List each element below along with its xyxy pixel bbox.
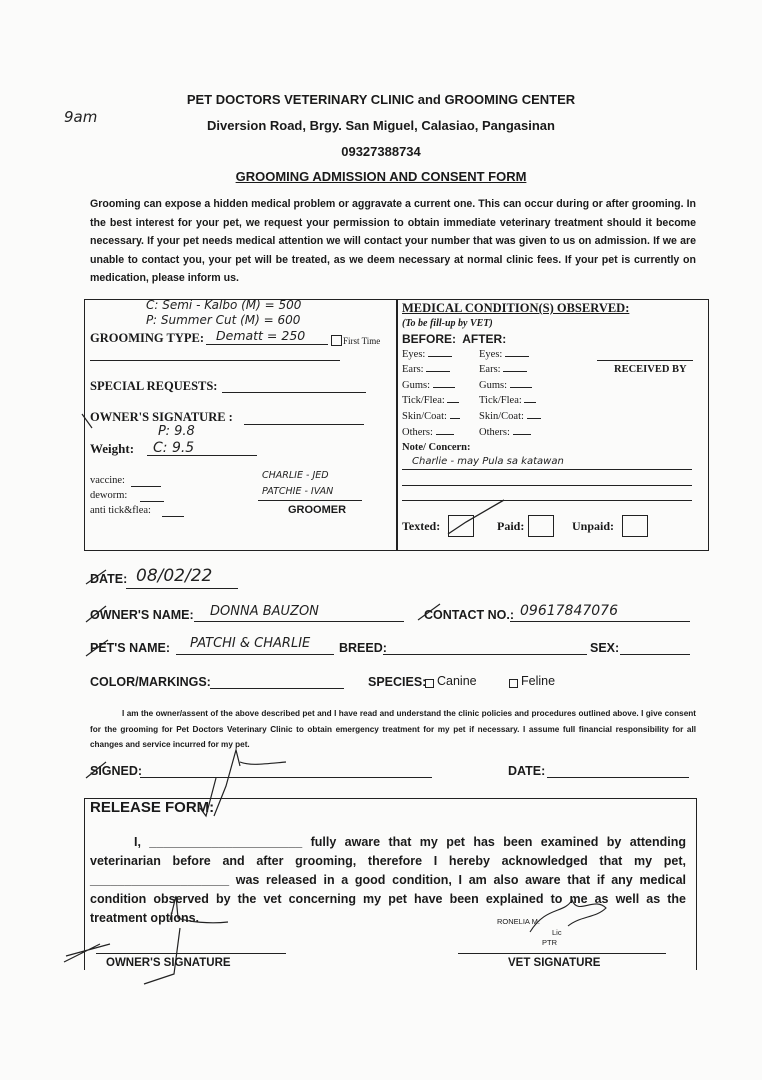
- first-time-checkbox[interactable]: [331, 335, 342, 346]
- date2-label: DATE:: [508, 764, 546, 778]
- owners-signature-label: OWNER'S SIGNATURE :: [90, 410, 233, 424]
- unpaid-checkbox[interactable]: [622, 515, 648, 537]
- release-paragraph: I, ______________________ fully aware that my pet has been examined by attending veterinarian before and after grooming, therefore I hereby acknowledged that my pet, ____________________ was released in a good condition, I am also aware that if any medical condition observed by the vet concerning my pet have been explained to me as well as the treatment options.: [90, 835, 686, 925]
- breed-label: BREED:: [339, 641, 387, 655]
- med-before-gums: Gums:: [402, 380, 455, 391]
- owner-name-line: [194, 621, 404, 622]
- note-label: Note/ Concern:: [402, 442, 471, 453]
- date-line: [126, 588, 238, 589]
- owners-signature-line: [244, 424, 364, 425]
- medical-subheading: (To be fill-up by VET): [402, 318, 493, 329]
- special-requests-label: SPECIAL REQUESTS:: [90, 379, 218, 393]
- groomer-line-2: PATCHIE - IVAN: [262, 486, 334, 497]
- vet-sig-line: [458, 953, 666, 954]
- intro-paragraph: Grooming can expose a hidden medical problem or aggravate a current one. This can occur during or after grooming. In the best interest for your pet, we request your permission to obtain immediate veterinary treatment should it become necessary. If your pet needs medical attention we will contact your number that was given to us on admission. If we are unable to contact you, your pet will be treated, as we deem necessary at normal clinic fees. If your pet is currently on medication, please inform us.: [90, 198, 696, 285]
- vaccine-line: [131, 486, 161, 487]
- canine-checkbox[interactable]: [425, 679, 434, 688]
- special-requests-line: [222, 392, 366, 393]
- vet-sig-label: VET SIGNATURE: [508, 957, 601, 969]
- med-before-ears: Ears:: [402, 364, 450, 375]
- med-after-tick: Tick/Flea:: [479, 395, 536, 406]
- date-value[interactable]: 08/02/22: [136, 566, 213, 586]
- grooming-type-label: GROOMING TYPE:: [90, 331, 205, 345]
- weight-label: Weight:: [90, 441, 135, 456]
- owner-strike-mark: [80, 410, 110, 432]
- owner-name-value[interactable]: DONNA BAUZON: [210, 604, 319, 619]
- color-markings-line: [210, 688, 344, 689]
- owner-sig-line: [96, 953, 286, 954]
- owner-name-label: OWNER'S NAME:: [90, 608, 194, 622]
- grooming-type-value[interactable]: Dematt = 250: [216, 328, 306, 343]
- pet-name-value[interactable]: PATCHI & CHARLIE: [190, 636, 311, 651]
- owner-name-strike-mark: [84, 602, 112, 626]
- consent-paragraph: I am the owner/assent of the above described pet and I have read and understand the clinic policies and procedures outlined above. I give consent for the grooming for Pet Doctors Veterinary Clinic to obtain emergency treatment for my pet if necessary. I assume full financial responsibility for all changes and service incurred for my pet.: [90, 709, 696, 750]
- med-before-others: Others:: [402, 427, 454, 438]
- med-before-skin: Skin/Coat:: [402, 411, 460, 422]
- sex-line: [620, 654, 690, 655]
- med-after-eyes: Eyes:: [479, 349, 529, 360]
- weight-p-value: P: 9.8: [158, 424, 195, 439]
- received-by-line: [597, 360, 693, 361]
- feline-checkbox[interactable]: [509, 679, 518, 688]
- sex-label: SEX:: [590, 641, 620, 655]
- grooming-type-line: [206, 344, 328, 345]
- med-after-skin: Skin/Coat:: [479, 411, 541, 422]
- med-before-eyes: Eyes:: [402, 349, 452, 360]
- weight-line: [147, 455, 257, 456]
- signed-label: SIGNED:: [90, 764, 143, 778]
- vet-stamp-lic: Lic: [552, 928, 562, 937]
- handwritten-service-1: C: Semi - Kalbo (M) = 500: [146, 298, 302, 312]
- medical-heading: MEDICAL CONDITION(S) OBSERVED:: [402, 301, 630, 315]
- groomer-line-1: CHARLIE - JED: [262, 470, 329, 481]
- clinic-name: PET DOCTORS VETERINARY CLINIC and GROOMING CENTER: [186, 92, 576, 107]
- form-title: GROOMING ADMISSION AND CONSENT FORM: [235, 169, 527, 184]
- note-value[interactable]: Charlie - may Pula sa katawan: [412, 456, 564, 467]
- release-box-right-border: [696, 798, 697, 970]
- contact-line: [510, 621, 690, 622]
- date-label: DATE:: [90, 572, 128, 586]
- paid-checkbox[interactable]: [528, 515, 554, 537]
- contact-label: CONTACT NO.:: [424, 608, 515, 622]
- color-markings-label: COLOR/MARKINGS:: [90, 675, 211, 689]
- paid-label: Paid:: [497, 519, 525, 533]
- received-by-label: RECEIVED BY: [614, 364, 687, 375]
- pet-strike-mark: [84, 636, 112, 660]
- texted-label: Texted:: [402, 519, 441, 533]
- first-time-label: First Time: [343, 336, 381, 346]
- med-after-ears: Ears:: [479, 364, 527, 375]
- clinic-phone: 09327388734: [341, 144, 421, 159]
- weight-c-value[interactable]: C: 9.5: [153, 440, 195, 456]
- handwritten-service-2: P: Summer Cut (M) = 600: [146, 313, 301, 327]
- date-strike-mark: [84, 566, 112, 590]
- signed-strike-mark: [84, 758, 112, 782]
- note-line-1: [402, 469, 692, 470]
- med-before-tick: Tick/Flea:: [402, 395, 459, 406]
- clinic-address: Diversion Road, Brgy. San Miguel, Calasiao, Pangasinan: [207, 118, 555, 133]
- groomer-line: [258, 500, 362, 501]
- before-after-label: BEFORE: AFTER:: [402, 332, 507, 346]
- vaccine-label: vaccine:: [90, 475, 125, 486]
- date2-line: [547, 777, 689, 778]
- deworm-label: deworm:: [90, 490, 128, 501]
- groomer-label: GROOMER: [288, 504, 347, 516]
- owner-signature-scribble: [60, 888, 240, 988]
- vet-stamp-name: RONELIA M.: [497, 917, 540, 926]
- owner-sig-label: OWNER'S SIGNATURE: [106, 957, 231, 969]
- pet-name-label: PET'S NAME:: [90, 641, 171, 655]
- note-line-2: [402, 485, 692, 486]
- release-heading: RELEASE FORM:: [90, 799, 215, 816]
- vet-signature-scribble: [520, 886, 620, 942]
- contact-value[interactable]: 09617847076: [520, 603, 618, 619]
- deworm-line: [140, 501, 164, 502]
- pet-name-line: [176, 654, 334, 655]
- med-after-others: Others:: [479, 427, 531, 438]
- contact-strike-mark: [416, 600, 444, 624]
- species-label: SPECIES:: [368, 675, 427, 689]
- anti-tick-line: [162, 516, 184, 517]
- release-check-mark: [196, 774, 224, 820]
- anti-tick-label: anti tick&flea:: [90, 505, 151, 516]
- unpaid-label: Unpaid:: [572, 519, 615, 533]
- grooming-type-line-2: [90, 360, 340, 361]
- med-after-gums: Gums:: [479, 380, 532, 391]
- breed-line: [383, 654, 587, 655]
- feline-label: Feline: [521, 674, 556, 688]
- vet-stamp-ptr: PTR: [542, 938, 557, 947]
- canine-label: Canine: [437, 674, 477, 688]
- handwritten-time: 9am: [64, 108, 98, 126]
